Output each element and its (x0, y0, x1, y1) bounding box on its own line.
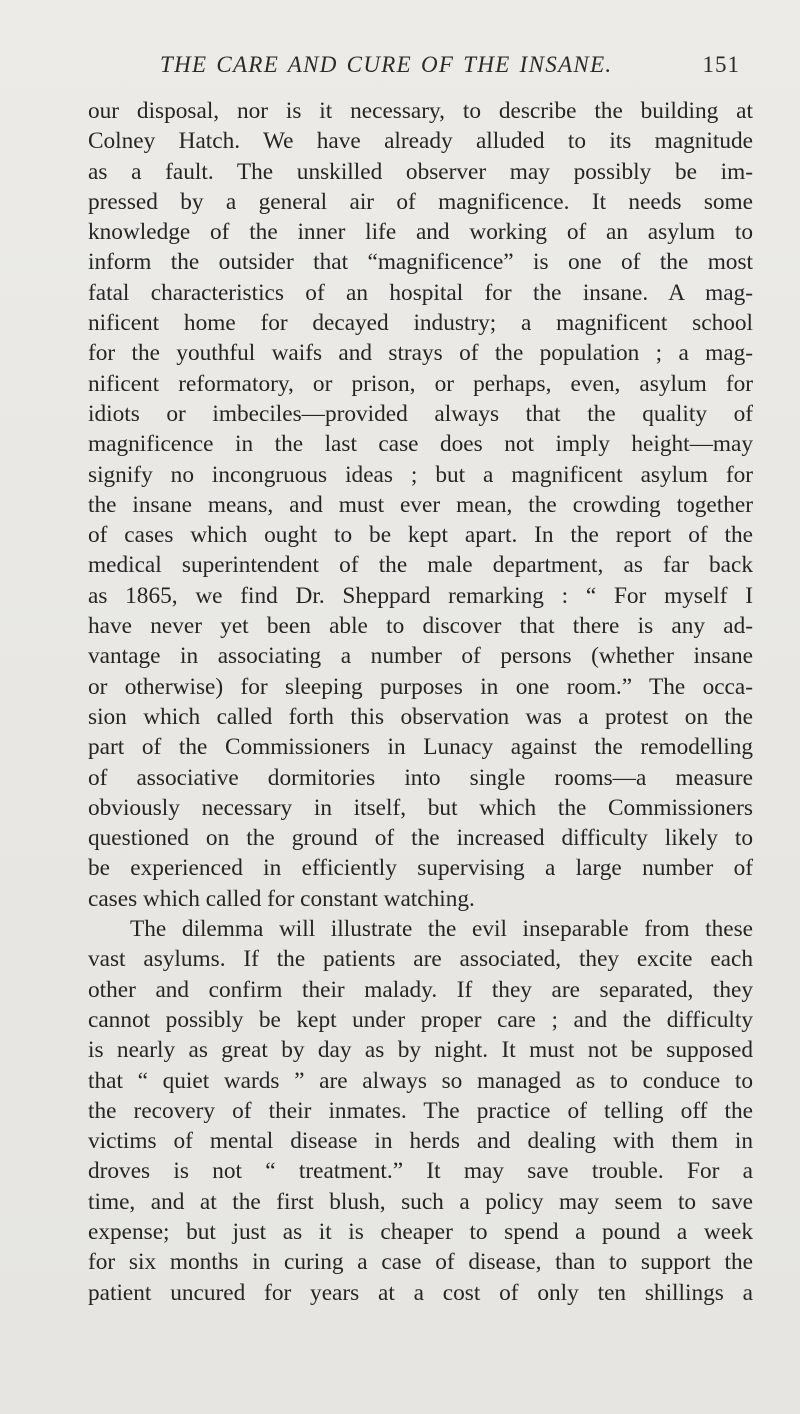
text-line: as 1865, we find Dr. Sheppard remarking : “ For myself I (88, 582, 753, 609)
page-number: 151 (702, 52, 740, 77)
text-line: nificent home for decayed industry; a magnificent school (88, 310, 753, 337)
text-line: part of the Commissioners in Lunacy against the remodelling (88, 734, 753, 761)
text-line: be experienced in efficiently supervising a large number of (88, 855, 753, 882)
text-line: Colney Hatch. We have already alluded to its magnitude (88, 128, 753, 155)
text-line: medical superintendent of the male department, as far back (88, 552, 753, 579)
text-line: expense; but just as it is cheaper to spend a pound a week (88, 1218, 753, 1245)
text-line: sion which called forth this observation was a protest on the (88, 703, 753, 730)
body-text (88, 96, 753, 1308)
text-line: the recovery of their inmates. The practice of telling off the (88, 1097, 753, 1124)
text-line: cases which called for constant watching. (88, 885, 475, 912)
text-line: of cases which ought to be kept apart. In the report of the (88, 522, 753, 549)
text-line: signify no incongruous ideas ; but a magnificent asylum for (88, 461, 753, 488)
text-line: obviously necessary in itself, but which the Commissioners (88, 794, 753, 821)
text-line: that “ quiet wards ” are always so managed as to conduce to (88, 1067, 753, 1094)
text-line: questioned on the ground of the increased difficulty likely to (88, 825, 753, 852)
text-line: patient uncured for years at a cost of only ten shillings a (88, 1279, 753, 1306)
page-header (88, 52, 740, 86)
text-line: other and confirm their malady. If they are separated, they (88, 976, 753, 1003)
text-line: for six months in curing a case of disease, than to support the (88, 1249, 753, 1276)
text-line: vantage in associating a number of persons (whether insane (88, 643, 753, 670)
text-line: magnificence in the last case does not imply height—may (88, 431, 753, 458)
text-line: inform the outsider that “magnificence” is one of the most (88, 249, 753, 276)
text-line: our disposal, nor is it necessary, to describe the building at (88, 98, 753, 124)
text-line: the insane means, and must ever mean, the crowding together (88, 491, 753, 518)
text-line: The dilemma will illustrate the evil inseparable from these (130, 916, 753, 943)
text-line: fatal characteristics of an hospital for the insane. A mag- (88, 279, 753, 306)
text-line: pressed by a general air of magnificence. It needs some (88, 188, 753, 215)
text-line: victims of mental disease in herds and dealing with them in (88, 1128, 753, 1155)
text-line: of associative dormitories into single rooms—a measure (88, 764, 753, 791)
running-head: THE CARE AND CURE OF THE INSANE. (160, 52, 613, 77)
text-line: cannot possibly be kept under proper care ; and the difficulty (88, 1006, 753, 1033)
text-line: idiots or imbeciles—provided always that the quality of (88, 400, 753, 427)
text-line: droves is not “ treatment.” It may save trouble. For a (88, 1158, 753, 1185)
text-line: vast asylums. If the patients are associated, they excite each (88, 946, 753, 973)
text-line: knowledge of the inner life and working of an asylum to (88, 219, 753, 246)
text-line: have never yet been able to discover that there is any ad- (88, 613, 753, 640)
text-line: time, and at the first blush, such a policy may seem to save (88, 1188, 753, 1215)
text-line: for the youthful waifs and strays of the population ; a mag- (88, 340, 753, 367)
text-line: or otherwise) for sleeping purposes in one room.” The occa- (88, 673, 753, 700)
text-line: as a fault. The unskilled observer may possibly be im- (88, 158, 753, 185)
text-line: is nearly as great by day as by night. It must not be supposed (88, 1037, 753, 1064)
text-line: nificent reformatory, or prison, or perhaps, even, asylum for (88, 370, 753, 397)
